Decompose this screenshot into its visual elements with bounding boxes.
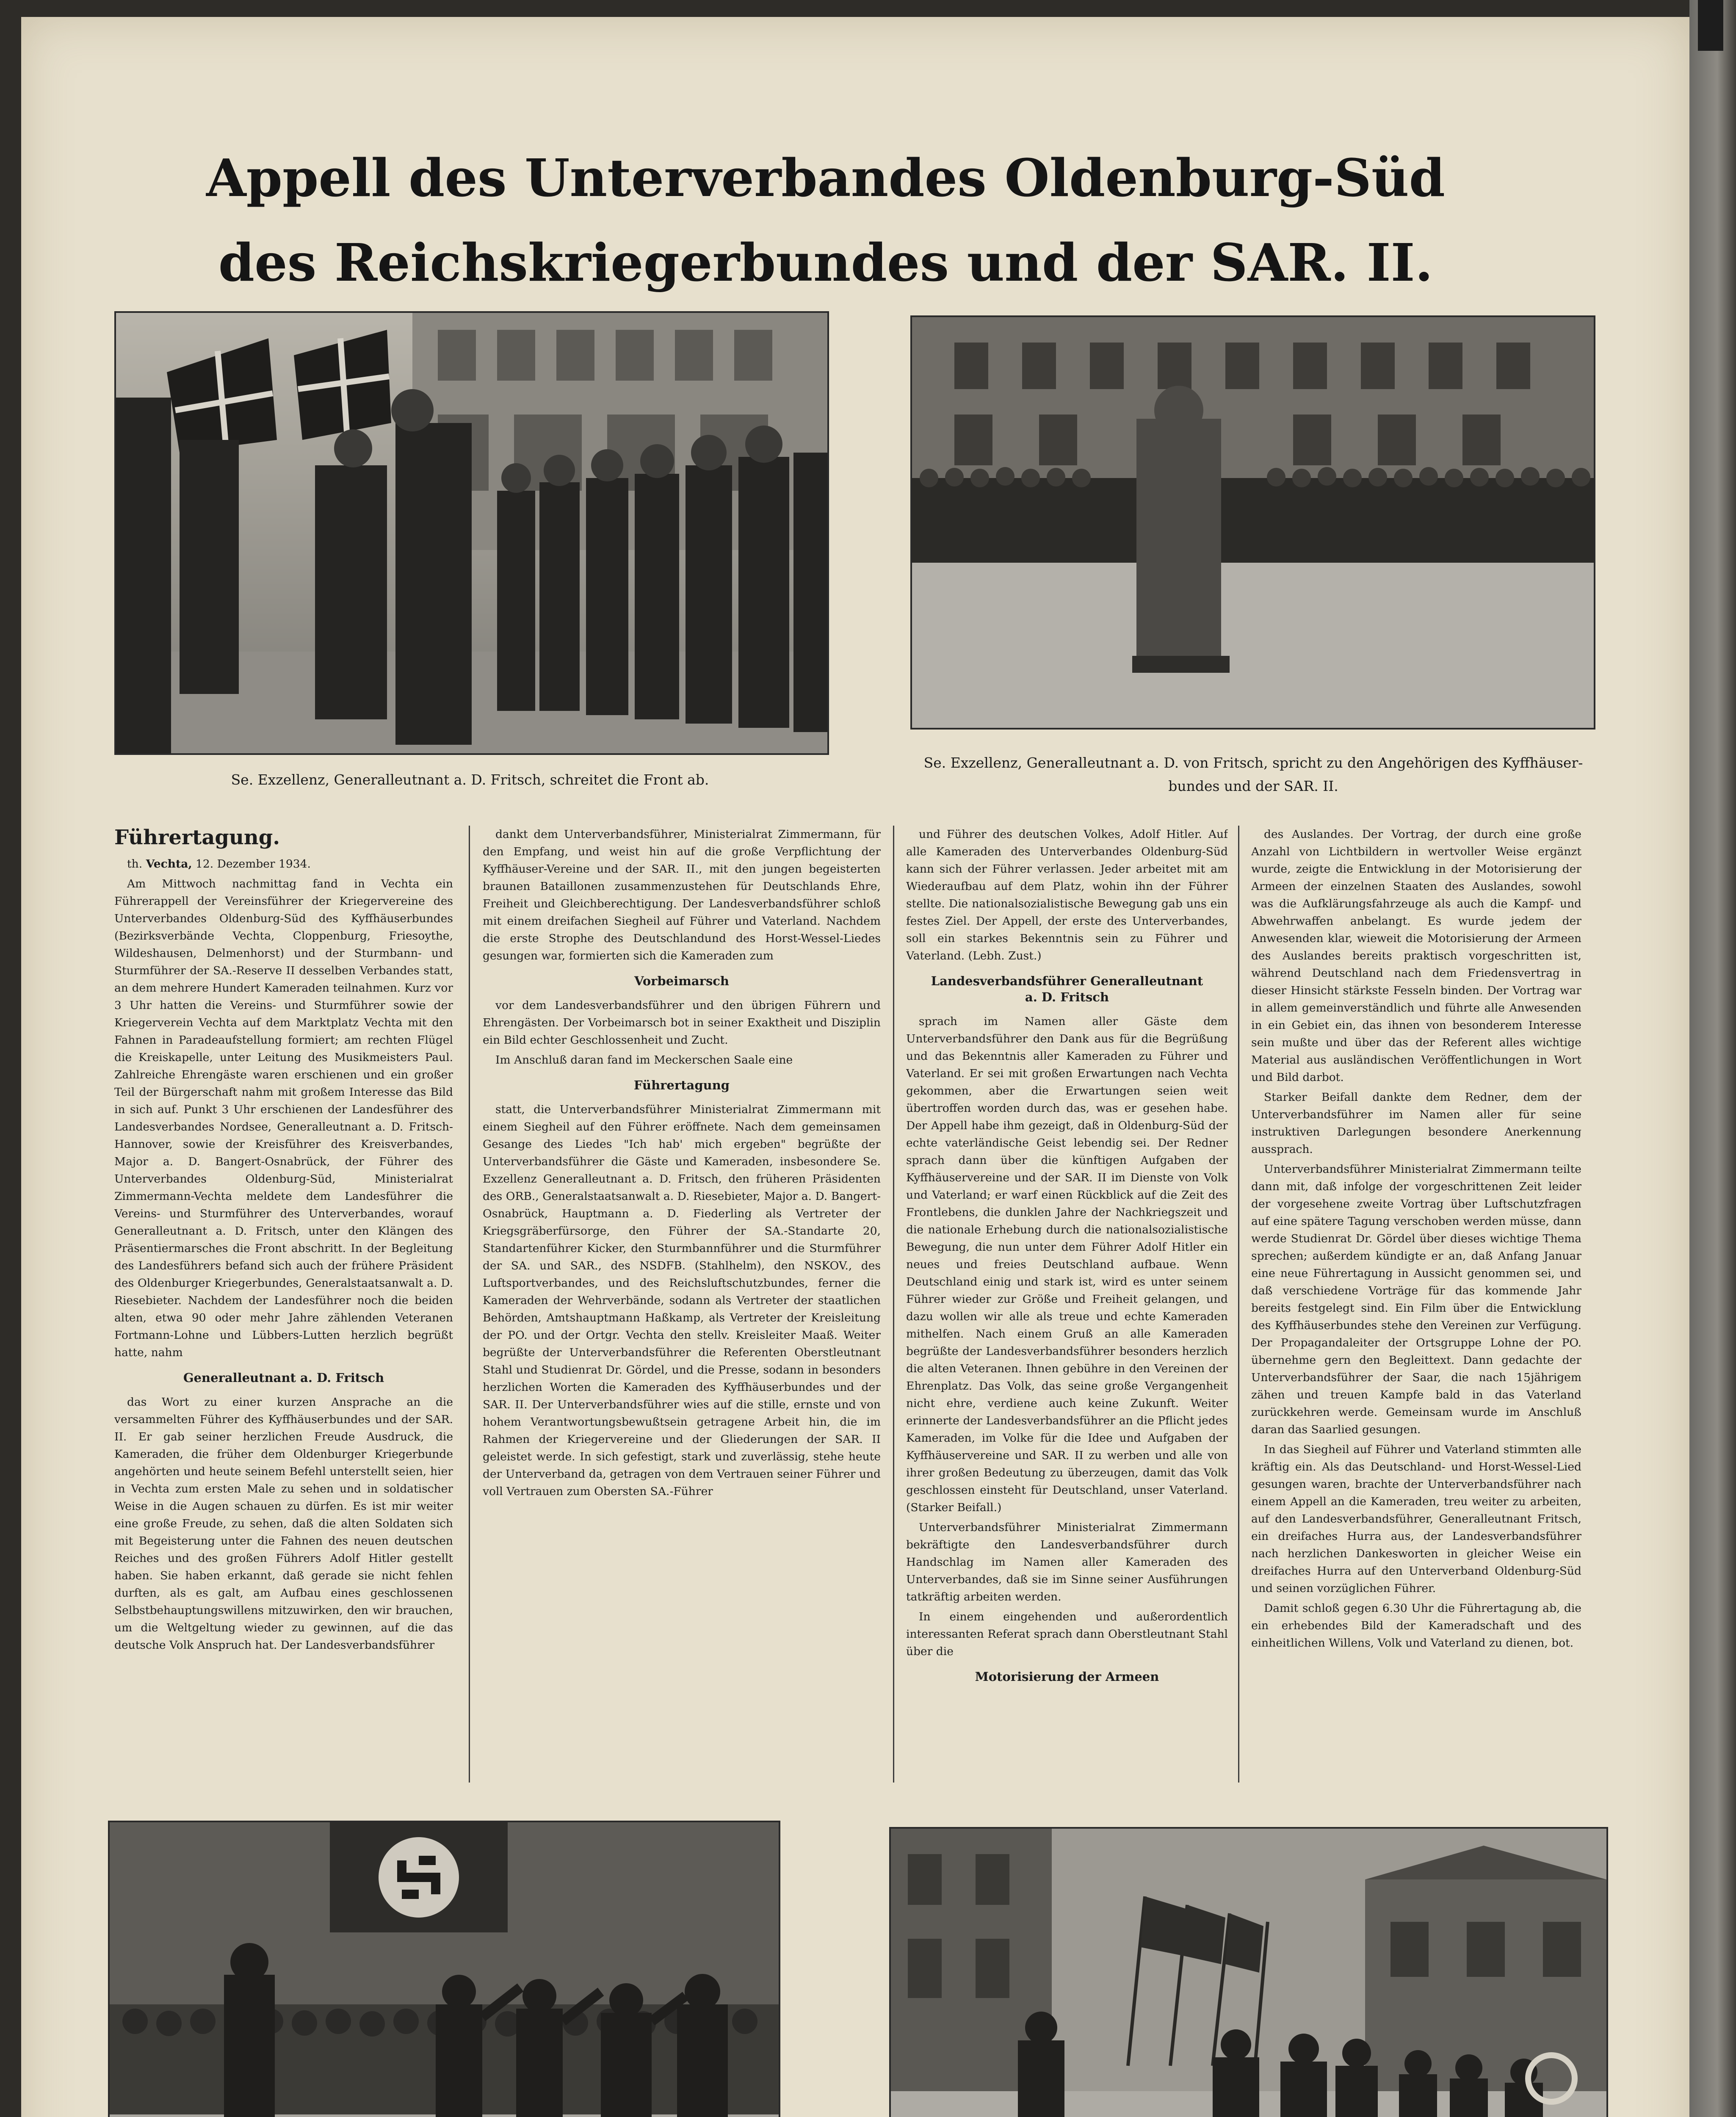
- paragraph: statt, die Unterverbandsführer Ministerialrat Zimmermann mit einem Siegheil auf den Führer eröffnete. Nach dem gemeinsamen Gesange des Liedes "Ich hab' mich ergeben" begrüßte der Unterverbandsführer die Gäste und Kameraden, insbesondere Se. Exzellenz Generalleutnant a. D. Fritsch, den früheren Präsidenten des ORB., Generalstaatsanwalt a. D. Riesebieter, Major a. D. Bangert-Osnabrück, Hauptmann a. D. Fiederling als Vertreter der Kriegsgräberfürsorge, den Führer der SA.-Standarte 20, Standartenführer Kicker, den Sturmbannführer und die Sturmführer der SA. und SAR., des NSDFB. (Stahlhelm), den NSKOV., des Luftsportverbandes, und des Reichsluftschutzbundes, ferner die Kameraden der Wehrverbände, sodann als Vertreter der staatlichen Behörden, Amtshauptmann Haßkamp, als Vertreter der Kreisleitung der PO. und der Ortgr. Vechta den stellv. Kreisleiter Maaß. Weiter begrüßte der Unterverbandsführer die Referenten Oberstleutnant Stahl und Studienrat Dr. Gördel, und die Presse, sodann in besonders herzlichen Worten die Kameraden des Kyffhäuserbundes und der SAR. II. Der Unterverbandsführer wies auf die stille, ernste und von hohem Verantwortungsbewußtsein getragene Arbeit hin, die im Rahmen der Kriegervereine und der Gliederungen der SAR. II geleistet werde. In sich gefestigt, stark und zuverlässig, stehe heute der Unterverband da, getragen von dem Vertrauen seiner Führer und voll Vertrauen zum Obersten SA.-Führer: [483, 1103, 881, 1498]
- headline: [127, 135, 1524, 305]
- caption-top-left: Se. Exzellenz, Generalleutnant a. D. Fritsch, schreitet die Front ab.: [231, 771, 709, 788]
- article-column-4: [1251, 826, 1581, 1783]
- paragraph: das Wort zu einer kurzen Ansprache an die versammelten Führer des Kyffhäuserbundes und der SAR. II. Er gab seiner herzlichen Freude Ausdruck, die Kameraden, die früher dem Oldenburger Kriegerbunde angehörten und heute seinem Befehl unterstellt seien, hier in Vechta zum ersten Male zu sehen und in soldatischer Weise in die Augen schauen zu dürfen. Es ist mir weiter eine große Freude, zu sehen, daß die alten Soldaten sich mit Begeisterung unter die Fahnen des neuen deutschen Reiches und des großen Führers Adolf Hitler gestellt haben. Sie haben erkannt, daß gerade sie nicht fehlen durften, als es galt, am Aufbau eines geschlossenen Selbstbehauptungswillens mitzuwirken, den wir brauchen, um die Weltgeltung wieder zu gewinnen, auf die das deutsche Volk Anspruch hat. Der Landesverbandsführer: [114, 1396, 453, 1652]
- article-column-3: [906, 826, 1228, 1783]
- subheading-vorbeimarsch: Vorbeimarsch: [634, 974, 730, 988]
- article-column-2: [483, 826, 881, 1783]
- paragraph: Unterverbandsführer Ministerialrat Zimmermann bekräftigte den Landesverbandsführer durch Handschlag im Namen aller Kameraden des Unterverbandes, daß sie im Sinne seiner Ausführungen tatkräftig arbeiten werden.: [906, 1521, 1228, 1603]
- paragraph: dankt dem Unterverbandsführer, Ministerialrat Zimmermann, für den Empfang, und weist hin auf die große Verpflichtung der Kyffhäuser-Vereine und der SAR. II., mit den jungen begeisterten braunen Bataillonen zusammenzustehen für Deutschlands Ehre, Freiheit und Gleichberechtigung. Der Landesverbandsführer schloß mit einem dreifachen Siegheil auf Führer und Vaterland. Nachdem die erste Strophe des Deutschlandund des Horst-Wessel-Liedes gesungen war, formierten sich die Kameraden zum: [483, 828, 881, 962]
- paragraph: Damit schloß gegen 6.30 Uhr die Führertagung ab, die ein erhebendes Bild der Kameradschaft und des einheitlichen Willens, Volk und Vaterland zu dienen, bot.: [1251, 1602, 1581, 1650]
- subheading-motorisierung: Motorisierung der Armeen: [975, 1669, 1159, 1684]
- article-heading: Führertagung.: [114, 826, 280, 849]
- subheading-fuehrertagung: Führertagung: [633, 1078, 730, 1092]
- photo-general-inspects-front: [114, 311, 829, 755]
- paragraph: In einem eingehenden und außerordentlich interessanten Referat sprach dann Oberstleutnant Stahl über die: [906, 1610, 1228, 1658]
- caption-top-right-line-2: bundes und der SAR. II.: [1168, 778, 1338, 794]
- article-column-1: [114, 826, 453, 1783]
- photo-horst-wessel-lied: [108, 1821, 780, 2117]
- paragraph: sprach im Namen aller Gäste dem Unterverbandsführer den Dank aus für die Begrüßung und das Bekenntnis aller Kameraden zu Führer und Vaterland. Er sei mit großen Erwartungen nach Vechta gekommen, aber die Erwartungen seien weit übertroffen worden durch das, was er gesehen habe. Der Appell habe ihm gezeigt, daß in Oldenburg-Süd der echte vaterländische Geist lebendig sei. Der Redner sprach dann über die künftigen Aufgaben der Kyffhäuservereine und der SAR. II im Dienste von Volk und Vaterland; er warf einen Rückblick auf die Zeit des Frontlebens, die dunklen Jahre der Nachkriegszeit und die nationale Erhebung durch die nationalsozialistische Bewegung, die nun unter dem Führer Adolf Hitler ein neues und freies Deutschland aufbaue. Wenn Deutschland einig und stark ist, wird es unter seinem Führer wieder zur Größe und Freiheit gelangen, und dazu wollen wir alle als treue und echte Kameraden mithelfen. Nach einem Gruß an alle Kameraden begrüßte der Landesverbandsführer besonders herzlich die alten Veteranen. Ihnen gebühre in den Vereinen der Ehrenplatz. Das Volk, das seine große Vergangenheit nicht ehre, verdiene auch keine Zukunft. Weiter erinnerte der Landesverbandsführer an die Pflicht jedes Kameraden, im Volke für die Idee und Aufgaben der Kyffhäuservereine und SAR. II zu werben und alle von ihrer großen Bedeutung zu überzeugen, damit das Volk geschlossen einsteht für Deutschland, unser Vaterland. (Starker Beifall.): [906, 1015, 1228, 1514]
- dateline: th. Vechta, 12. Dezember 1934.: [127, 857, 311, 871]
- scan-corner-mark: [1698, 0, 1723, 51]
- paragraph: und Führer des deutschen Volkes, Adolf Hitler. Auf alle Kameraden des Unterverbandes Oldenburg-Süd kann sich der Führer verlassen. Jeder arbeitet mit am Wiederaufbau auf dem Platz, wohin ihn der Führer stellte. Die nationalsozialistische Bewegung gab uns ein festes Ziel. Der Appell, der erste des Unterverbandes, soll ein starkes Bekenntnis sein zu Führer und Vaterland. (Lebh. Zust.): [906, 828, 1228, 962]
- paragraph: Starker Beifall dankte dem Redner, dem der Unterverbandsführer im Namen aller für seine instruktiven Darlegungen besondere Anerkennung aussprach.: [1251, 1091, 1581, 1156]
- column-rule-2: [893, 826, 894, 1783]
- headline-line-1: Appell des Unterverbandes Oldenburg-Süd: [206, 147, 1445, 208]
- scanner-edge: [1689, 0, 1736, 2117]
- column-rule-3: [1238, 826, 1239, 1783]
- dateline-date: 12. Dezember 1934.: [196, 857, 311, 871]
- dateline-place: Vechta,: [146, 857, 192, 871]
- paragraph: des Auslandes. Der Vortrag, der durch eine große Anzahl von Lichtbildern in wertvoller Weise ergänzt wurde, zeigte die Entwicklung in der Motorisierung der Armeen der einzelnen Staaten des Auslandes, sowohl was die Aufklärungsfahrzeuge als auch die Kampf- und Abwehrwaffen anbelangt. Es wurde jedem der Anwesenden klar, wieweit die Motorisierung der Armeen des Auslandes bereits praktisch vorgeschritten ist, während Deutschland nach dem Friedensvertrag in dieser Hinsicht stärkste Fesseln binden. Der Vortrag war in allem gemeinverständlich und führte alle Anwesenden in ein Gebiet ein, das ihnen von besonderem Interesse sein mußte und über das der Referent alles wichtige Material aus ausländischen Veröffentlichungen in Wort und Bild darbot.: [1251, 828, 1581, 1084]
- paragraph: vor dem Landesverbandsführer und den übrigen Führern und Ehrengästen. Der Vorbeimarsch bot in seiner Exaktheit und Disziplin ein Bild echter Geschlossenheit und Zucht.: [483, 999, 881, 1047]
- photo-general-addresses-members: [910, 315, 1595, 730]
- paragraph: Am Mittwoch nachmittag fand in Vechta ein Führerappell der Vereinsführer der Kriegervereine des Unterverbandes Oldenburg-Süd des Kyffhäuserbundes (Bezirksverbände Vechta, Cloppenburg, Friesoythe, Wildeshausen, Delmenhorst) und der Sturmbann- und Sturmführer der SA.-Reserve II desselben Verbandes statt, an dem mehrere Hundert Kameraden teilnahmen. Kurz vor 3 Uhr hatten die Vereins- und Sturmführer sowie der Kriegerverein Vechta auf dem Marktplatz Vechta mit den Fahnen in Paradeaufstellung formiert; am rechten Flügel die Kreiskapelle, unter Leitung des Musikmeisters Paul. Zahlreiche Ehrengäste waren erschienen und ein großer Teil der Bürgerschaft nahm mit großem Interesse das Bild in sich auf. Punkt 3 Uhr erschienen der Landesführer des Landesverbandes Nordsee, Generalleutnant a. D. Fritsch-Hannover, sowie der Kreisführer des Kreisverbandes, Major a. D. Bangert-Osnabrück, der Führer des Unterverbandes Oldenburg-Süd, Ministerialrat Zimmermann-Vechta meldete dem Landesführer die Vereins- und Sturmführer des Unterverbandes, worauf Generalleutnant a. D. Fritsch, unter den Klängen des Präsentiermarsches die Front abschritt. In der Begleitung des Landesführers befand sich auch der frühere Präsident des Oldenburger Kriegerbundes, Generalstaatsanwalt a. D. Riesebieter. Nachdem der Landesführer noch die beiden alten, etwa 90 oder mehr Jahre zählenden Veteranen Fortmann-Lohne und Lübbers-Lutten herzlich begrüßt hatte, nahm: [114, 877, 453, 1359]
- column-rule-1: [469, 826, 470, 1783]
- subheading-generalleutnant: Generalleutnant a. D. Fritsch: [183, 1371, 384, 1385]
- paragraph: Im Anschluß daran fand im Meckerschen Saale eine: [495, 1053, 793, 1067]
- caption-top-right-line-1: Se. Exzellenz, Generalleutnant a. D. von Fritsch, spricht zu den Angehörigen des Kyffhäuser-: [923, 754, 1583, 771]
- subheading-landesverbandsfuehrer: Landesverbandsführer Generalleutnant a. D. Fritsch: [931, 974, 1203, 1004]
- paragraph: In das Siegheil auf Führer und Vaterland stimmten alle kräftig ein. Als das Deutschland- und Horst-Wessel-Lied gesungen waren, brachte der Unterverbandsführer nach einem Appell an die Kameraden, treu weiter zu arbeiten, auf den Landesverbandsführer, Generalleutnant Fritsch, ein dreifaches Hurra aus, der Landesverbandsführer nach herzlichen Dankesworten in gleicher Weise ein dreifaches Hurra auf den Unterverband Oldenburg-Süd und seinen vorzüglichen Führer.: [1251, 1443, 1581, 1595]
- paragraph: Unterverbandsführer Ministerialrat Zimmermann teilte dann mit, daß infolge der vorgeschrittenen Zeit leider der vorgesehene zweite Vortrag über Luftschutzfragen auf eine spätere Tagung verschoben werden müsse, dann werde Studienrat Dr. Gördel über dieses wichtige Thema sprechen; außerdem kündigte er an, daß Anfang Januar eine neue Führertagung in Aussicht genommen sei, und daß verschiedene Vorträge für das kommende Jahr bereits festgelegt sind. Ein Film über die Entwicklung des Kyffhäuserbundes stehe den Vereinen zur Verfügung. Der Propagandaleiter der Ortsgruppe Lohne der PO. übernehme gern den Begleittext. Dann gedachte der Unterverbandsführer der Saar, die nach 15jährigem zähen und treuen Kampfe bald in das Vaterland zurückkehren werde. Gemeinsam wurde im Anschluß daran das Saarlied gesungen.: [1251, 1163, 1581, 1436]
- headline-line-2: des Reichskriegerbundes und der SAR. II.: [218, 232, 1433, 293]
- photo-vorbeimarsch: [889, 1827, 1608, 2117]
